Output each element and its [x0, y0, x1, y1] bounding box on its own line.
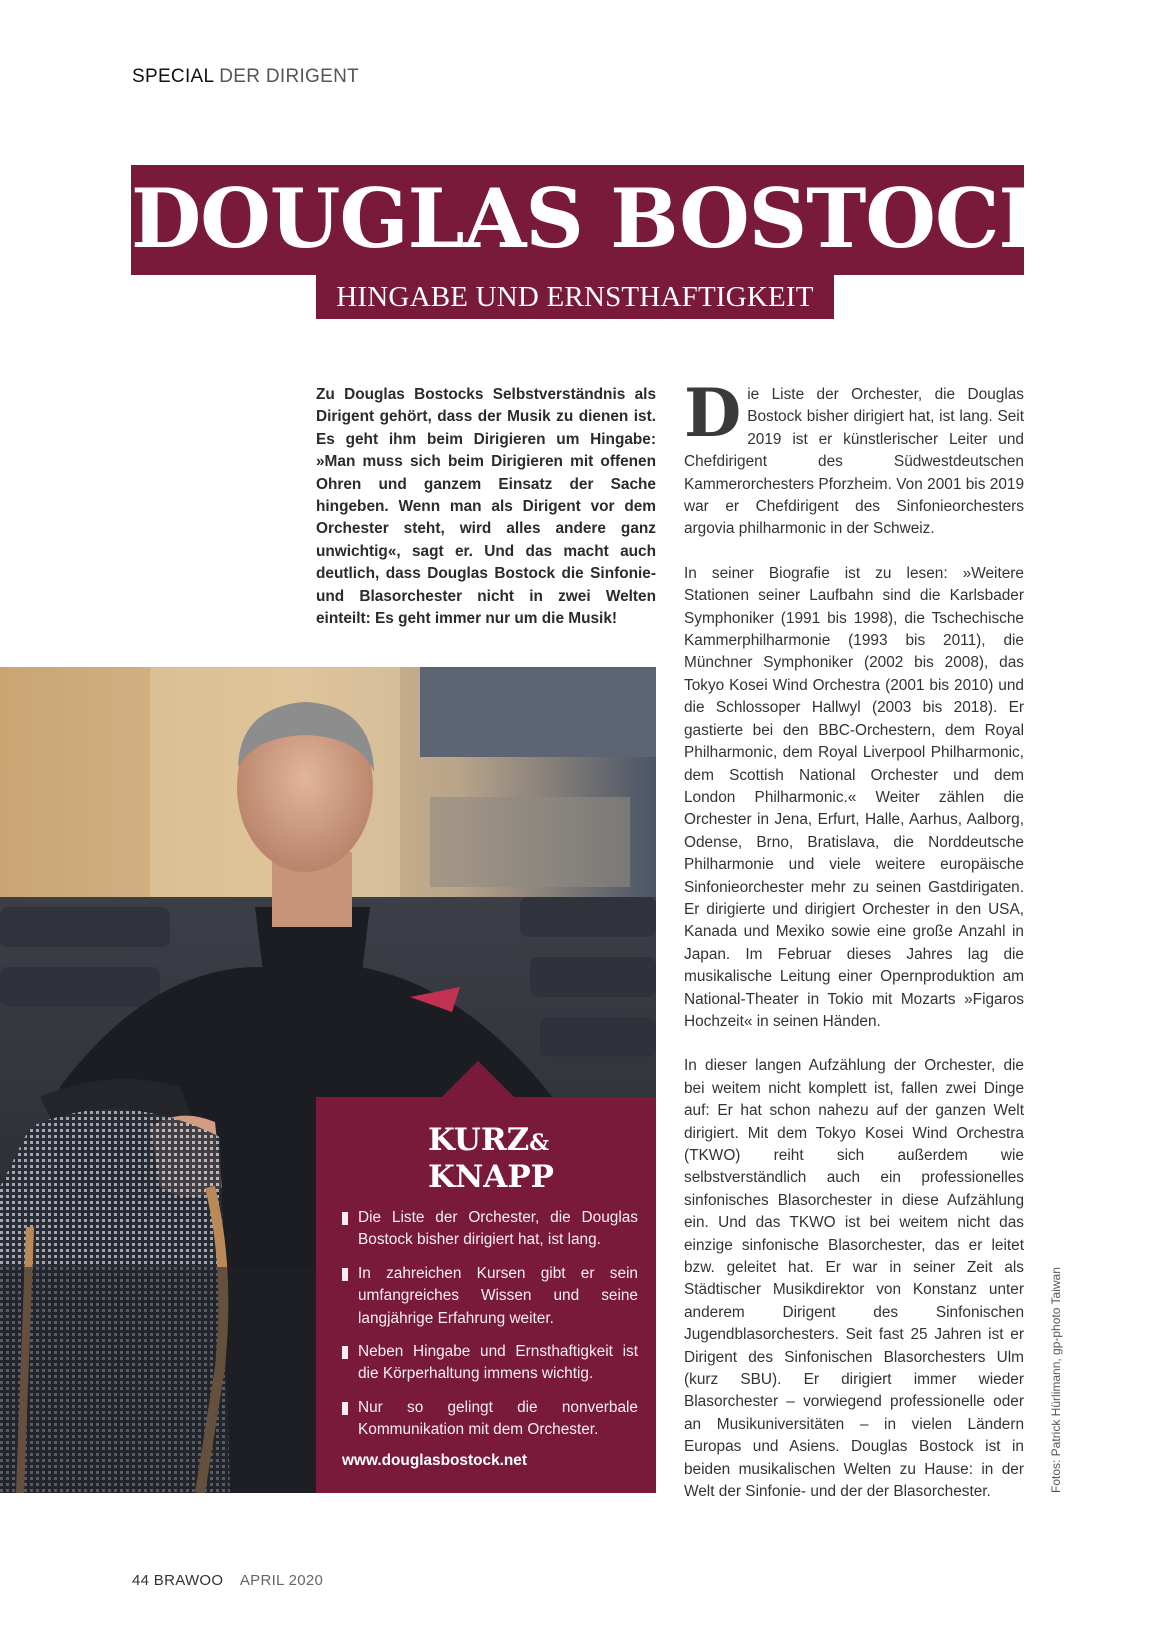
- list-item-text: Nur so gelingt die nonverbale Kommunikation mit dem Orchester.: [358, 1398, 638, 1439]
- list-item: [342, 1263, 638, 1330]
- kicker-special: SPECIAL: [132, 66, 214, 87]
- section-kicker: [132, 66, 359, 88]
- kurz-title-line2: KNAPP: [428, 1159, 554, 1195]
- list-item-text: In zahreichen Kursen gibt er sein umfangreiches Wissen und seine langjährige Erfahrung weiter.: [358, 1264, 638, 1327]
- kurz-und-knapp-box: [316, 1097, 656, 1493]
- body-paragraph-1-text: ie Liste der Orchester, die Douglas Bostock bisher dirigiert hat, ist lang. Seit 2019 ist er künstlerischer Leiter und Chefdirigent des Südwestdeutschen Kammerorchesters Pforzheim. Von 2001 bis 2019 war er Chefdirigent des Sinfonieorchesters argovia philharmonic in der Schweiz.: [684, 386, 1024, 538]
- article-title: DOUGLAS BOSTOCK: [131, 165, 1024, 275]
- drop-cap: D: [684, 374, 742, 452]
- list-item: [342, 1341, 638, 1386]
- magazine-name: BRAWOO: [153, 1572, 224, 1589]
- body-paragraph-2: In seiner Biografie ist zu lesen: »Weitere Stationen seiner Laufbahn sind die Karlsbader Symphoniker (1991 bis 1998), die Tschechische Kammerphilharmonie (1993 bis 2011), die Münchner Symphoniker (2002 bis 2008), das Tokyo Kosei Wind Orchestra (2001 bis 2010) und die Schlossoper Hallwyl (2003 bis 2018). Er gastierte bei den BBC-Orchestern, dem Royal Philharmonic, dem Royal Liverpool Philharmonic, dem Scottish National Orchester und dem London Philharmonic.« Weiter zählen die Orchester in Jena, Erfurt, Halle, Aarhus, Aalborg, Odense, Brno, Bratislava, die Norddeutsche Philharmonie und viele weitere europäische Sinfonieorchester mehr zu seinen Gastdirigaten. Er dirigierte und dirigiert Orchester in den USA, Kanada und Mexiko sowie eine große Anzahl in Japan. Im Februar dieses Jahres lag die musikalische Leitung einer Opernproduktion am National-Theater in Tokio mit Mozarts »Figaros Hochzeit« in seinen Händen.: [684, 564, 1024, 1030]
- bullet-icon: [342, 1212, 348, 1225]
- bullet-icon: [342, 1402, 348, 1415]
- bullet-icon: [342, 1346, 348, 1359]
- page-number: 44: [132, 1572, 150, 1589]
- issue-date: APRIL 2020: [239, 1572, 324, 1589]
- article-subtitle: HINGABE UND ERNSTHAFTIGKEIT: [316, 275, 834, 319]
- lead-paragraph: Zu Douglas Bostocks Selbstverständnis als Dirigent gehört, dass der Musik zu dienen ist. Es geht ihm beim Dirigieren um Hingabe: »Man muss sich beim Dirigieren mit offenen Ohren und ganzem Einsatz der Sache hingeben. Wenn man als Dirigent vor dem Orchester steht, wird alles andere ganz unwichtig«, sagt er. Und das macht auch deutlich, dass Douglas Bostock die Sinfonie- und Blasorchester nicht in zwei Welten einteilt: Es geht immer nur um die Musik!: [316, 386, 656, 628]
- list-item: [342, 1397, 638, 1442]
- box-notch: [442, 1061, 514, 1097]
- body-column: [684, 374, 1024, 1526]
- list-item-text: Die Liste der Orchester, die Douglas Bostock bisher dirigiert hat, ist lang.: [358, 1209, 638, 1249]
- kurz-list: [342, 1207, 638, 1453]
- body-paragraph-1: [684, 374, 1024, 541]
- list-item-text: Neben Hingabe und Ernsthaftigkeit ist die Körperhaltung immens wichtig.: [358, 1343, 638, 1383]
- body-paragraph-3: In dieser langen Aufzählung der Orchester, die bei weitem nicht komplett ist, fallen zwei Dinge auf: Er hat schon nahezu auf der ganzen Welt dirigiert. Mit dem Tokyo Kosei Wind Orchestra (TKWO) reiht sich außerdem wie selbstverständlich auch ein professionelles sinfonisches Blasorchester in diese Aufzählung ein. Und das TKWO ist bei weitem nicht das einzige sinfonische Blasorchester, das er leitet bzw. geleitet hat. Er war in seiner Zeit als Städtischer Musikdirektor von Konstanz unter anderem Dirigent des Sinfonischen Jugendblasorchesters. Seit fast 25 Jahren ist er Dirigent des Sinfonischen Blasorchesters Ulm (kurz SBU). Er dirigiert immer wieder Blasorchester – vorwiegend professionelle oder an Musikuniversitäten – in vielen Ländern Europas und Asiens. Douglas Bostock ist in beiden musikalischen Welten zu Hause: in der Welt der Sinfonie- und der der Blasorchester.: [684, 1057, 1024, 1501]
- page-footer: [132, 1572, 323, 1589]
- kurz-title-ampersand: &: [529, 1130, 550, 1156]
- kicker-section: DER DIRIGENT: [219, 66, 360, 87]
- kurz-title-line1: KURZ: [428, 1122, 530, 1158]
- photo-credit: Fotos: Patrick Hürlimann, gp-photo Taiwan: [1049, 1267, 1063, 1493]
- bullet-icon: [342, 1268, 348, 1281]
- kurz-box-title: [428, 1123, 568, 1194]
- list-item: [342, 1207, 638, 1252]
- website-link[interactable]: www.douglasbostock.net: [342, 1452, 527, 1469]
